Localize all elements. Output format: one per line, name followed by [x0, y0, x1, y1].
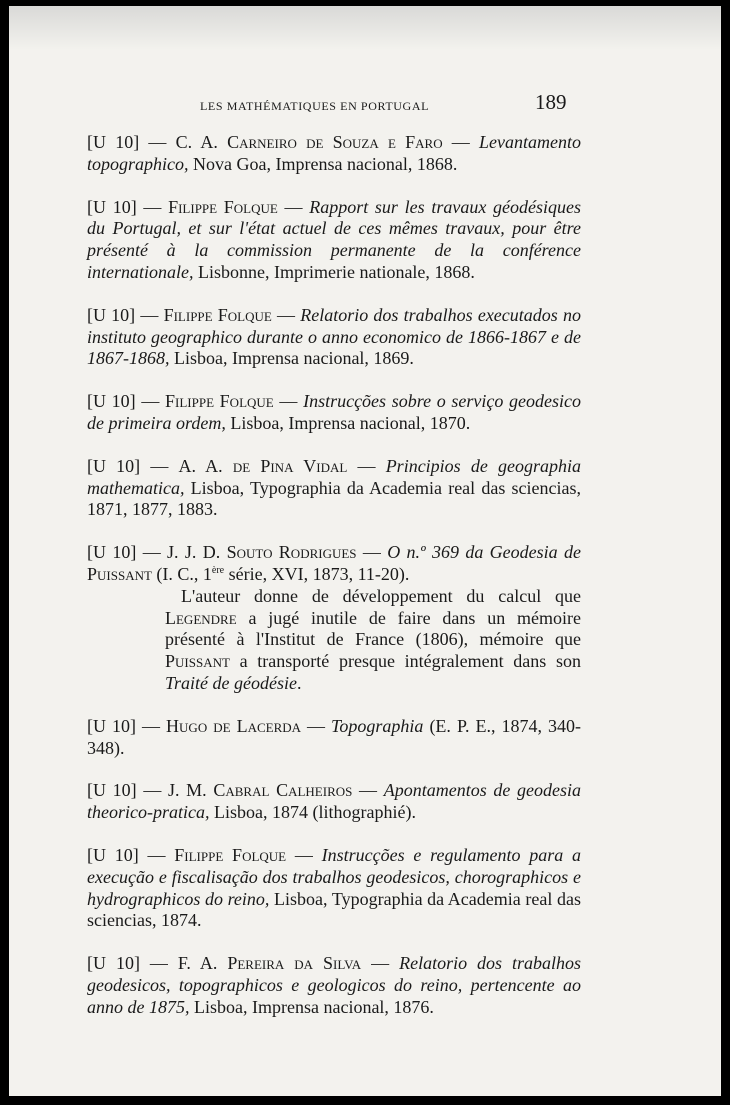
entry-dash: —: [136, 715, 167, 736]
note-text: a transporté presque intégralement dans son: [229, 651, 581, 672]
entry-title: Principios de geographia mathematica,: [87, 455, 582, 498]
entry-sep: —: [347, 455, 386, 476]
bibliography-entry: [87, 132, 581, 176]
entry-title: Topographia: [331, 715, 424, 736]
entry-title: Relatorio dos trabalhos geodesicos, topographicos e geologicos do reino, pertencente ao anno de 1875,: [87, 953, 581, 1017]
bibliography-entry: [87, 197, 581, 284]
entry-ref: [U 10]: [87, 304, 136, 325]
entry-title: Instrucções e regulamento para a execução e fiscalisação dos trabalhos geodesicos, chorographicos e hydrographicos do reino,: [87, 844, 581, 909]
entry-sep: —: [277, 196, 310, 217]
entry-ref: [U 10]: [87, 542, 137, 563]
entry-author: Filippe Folque: [174, 844, 287, 865]
entry-ref: [U 10]: [87, 391, 136, 412]
note-work-title: Traité de géodésie: [165, 672, 297, 693]
entry-author-ref: Puissant: [87, 563, 152, 584]
entry-author: A. A. de Pina Vidal: [178, 455, 348, 476]
entry-sep: —: [352, 780, 384, 801]
entry-ordinal-suffix: ère: [211, 564, 225, 576]
entry-dash: —: [140, 455, 179, 476]
entry-title: Levantamento topographico,: [87, 132, 582, 174]
entry-citation: [87, 542, 581, 586]
entry-author: J. J. D. Souto Rodrigues: [167, 542, 357, 563]
entry-author: F. A. Pereira da Silva: [177, 953, 362, 974]
entry-title: Instrucções sobre o serviço geodesico de primeira ordem,: [87, 391, 582, 433]
entry-author: Hugo de Lacerda: [166, 715, 302, 736]
entry-publication: Lisboa, Imprensa nacional, 1876.: [189, 996, 434, 1017]
entry-ref: [U 10]: [87, 455, 141, 476]
bibliography-entry: [87, 456, 581, 521]
entry-author: Filippe Folque: [168, 196, 278, 217]
entry-sep: —: [273, 391, 304, 412]
note-text: .: [296, 672, 302, 693]
entry-ref: [U 10]: [87, 780, 137, 801]
entry-title: O n.º 369 da Geodesia de: [387, 542, 581, 563]
bibliography-entry: [87, 780, 581, 824]
page-number: 189: [535, 90, 567, 114]
entry-publication: Lisbonne, Imprimerie nationale, 1868.: [193, 261, 475, 282]
entry-author: C. A. Carneiro de Souza e Faro: [175, 132, 443, 152]
entry-publication: Lisboa, Typographia da Academia real das sciencias, 1871, 1877, 1883.: [87, 477, 581, 520]
entry-note: [165, 586, 581, 695]
entry-dash: —: [136, 196, 169, 217]
entry-sep: —: [442, 132, 480, 152]
running-head: [9, 90, 721, 120]
bibliography-entry: [87, 542, 581, 695]
entry-ordinal: 1: [202, 563, 212, 584]
bibliography-entry: [87, 953, 581, 1018]
entry-sep: —: [271, 304, 301, 325]
entry-publication: Lisboa, Imprensa nacional, 1870.: [225, 412, 471, 433]
note-name-legendre: Legendre: [165, 607, 237, 628]
entry-sep: —: [286, 844, 322, 865]
entry-publication-cont: série, XVI, 1873, 11-20).: [224, 563, 410, 584]
entry-publication: (I. C.,: [151, 563, 203, 584]
bibliography-entry: [87, 305, 581, 370]
entry-dash: —: [136, 780, 168, 801]
book-page: [9, 6, 721, 1096]
entry-dash: —: [135, 391, 165, 412]
entry-sep: —: [356, 542, 388, 563]
bibliography-entry: [87, 845, 581, 932]
entry-author: Filippe Folque: [163, 304, 272, 325]
entry-dash: —: [138, 844, 175, 865]
bibliography-entry: [87, 716, 581, 760]
entry-author: Filippe Folque: [165, 391, 274, 412]
entry-ref: [U 10]: [87, 132, 140, 152]
entry-ref: [U 10]: [87, 844, 139, 865]
entry-publication: (E. P. E., 1874, 340-348).: [87, 715, 581, 758]
entry-publication: Lisboa, 1874 (lithographié).: [209, 802, 416, 823]
entry-title: Apontamentos de geodesia theorico-pratica,: [87, 780, 582, 823]
entry-sep: —: [301, 715, 332, 736]
entry-ref: [U 10]: [87, 715, 137, 736]
entry-publication: Nova Goa, Imprensa nacional, 1868.: [188, 153, 458, 174]
bibliography-entry: [87, 391, 581, 435]
entry-dash: —: [135, 304, 164, 325]
entry-publication: Lisboa, Imprensa nacional, 1869.: [169, 348, 414, 369]
entry-dash: —: [139, 132, 176, 152]
entry-author: J. M. Cabral Calheiros: [168, 780, 353, 801]
entry-dash: —: [136, 542, 168, 563]
note-name-puissant: Puissant: [165, 651, 230, 672]
note-text: a jugé inutile de faire dans un mémoire présenté à l'Institut de France (1806), mémoire que: [165, 607, 581, 650]
note-text: L'auteur donne de développement du calcul que: [181, 585, 581, 606]
bibliography-list: [87, 132, 581, 1019]
entry-ref: [U 10]: [87, 196, 137, 217]
entry-title: Relatorio dos trabalhos executados no instituto geographico durante o anno economico de 1866-1867 e de 1867-1868,: [87, 304, 581, 369]
entry-title: Rapport sur les travaux géodésiques du Portugal, et sur l'état actuel de ces mêmes travaux, pour être présenté à la commission permanente de la conférence internationale,: [87, 196, 581, 282]
entry-ref: [U 10]: [87, 953, 140, 974]
running-title: LES MATHÉMATIQUES EN PORTUGAL: [200, 99, 430, 113]
entry-dash: —: [139, 953, 178, 974]
entry-publication: Lisboa, Typographia da Academia real das sciencias, 1874.: [87, 888, 581, 931]
entry-sep: —: [361, 953, 400, 974]
